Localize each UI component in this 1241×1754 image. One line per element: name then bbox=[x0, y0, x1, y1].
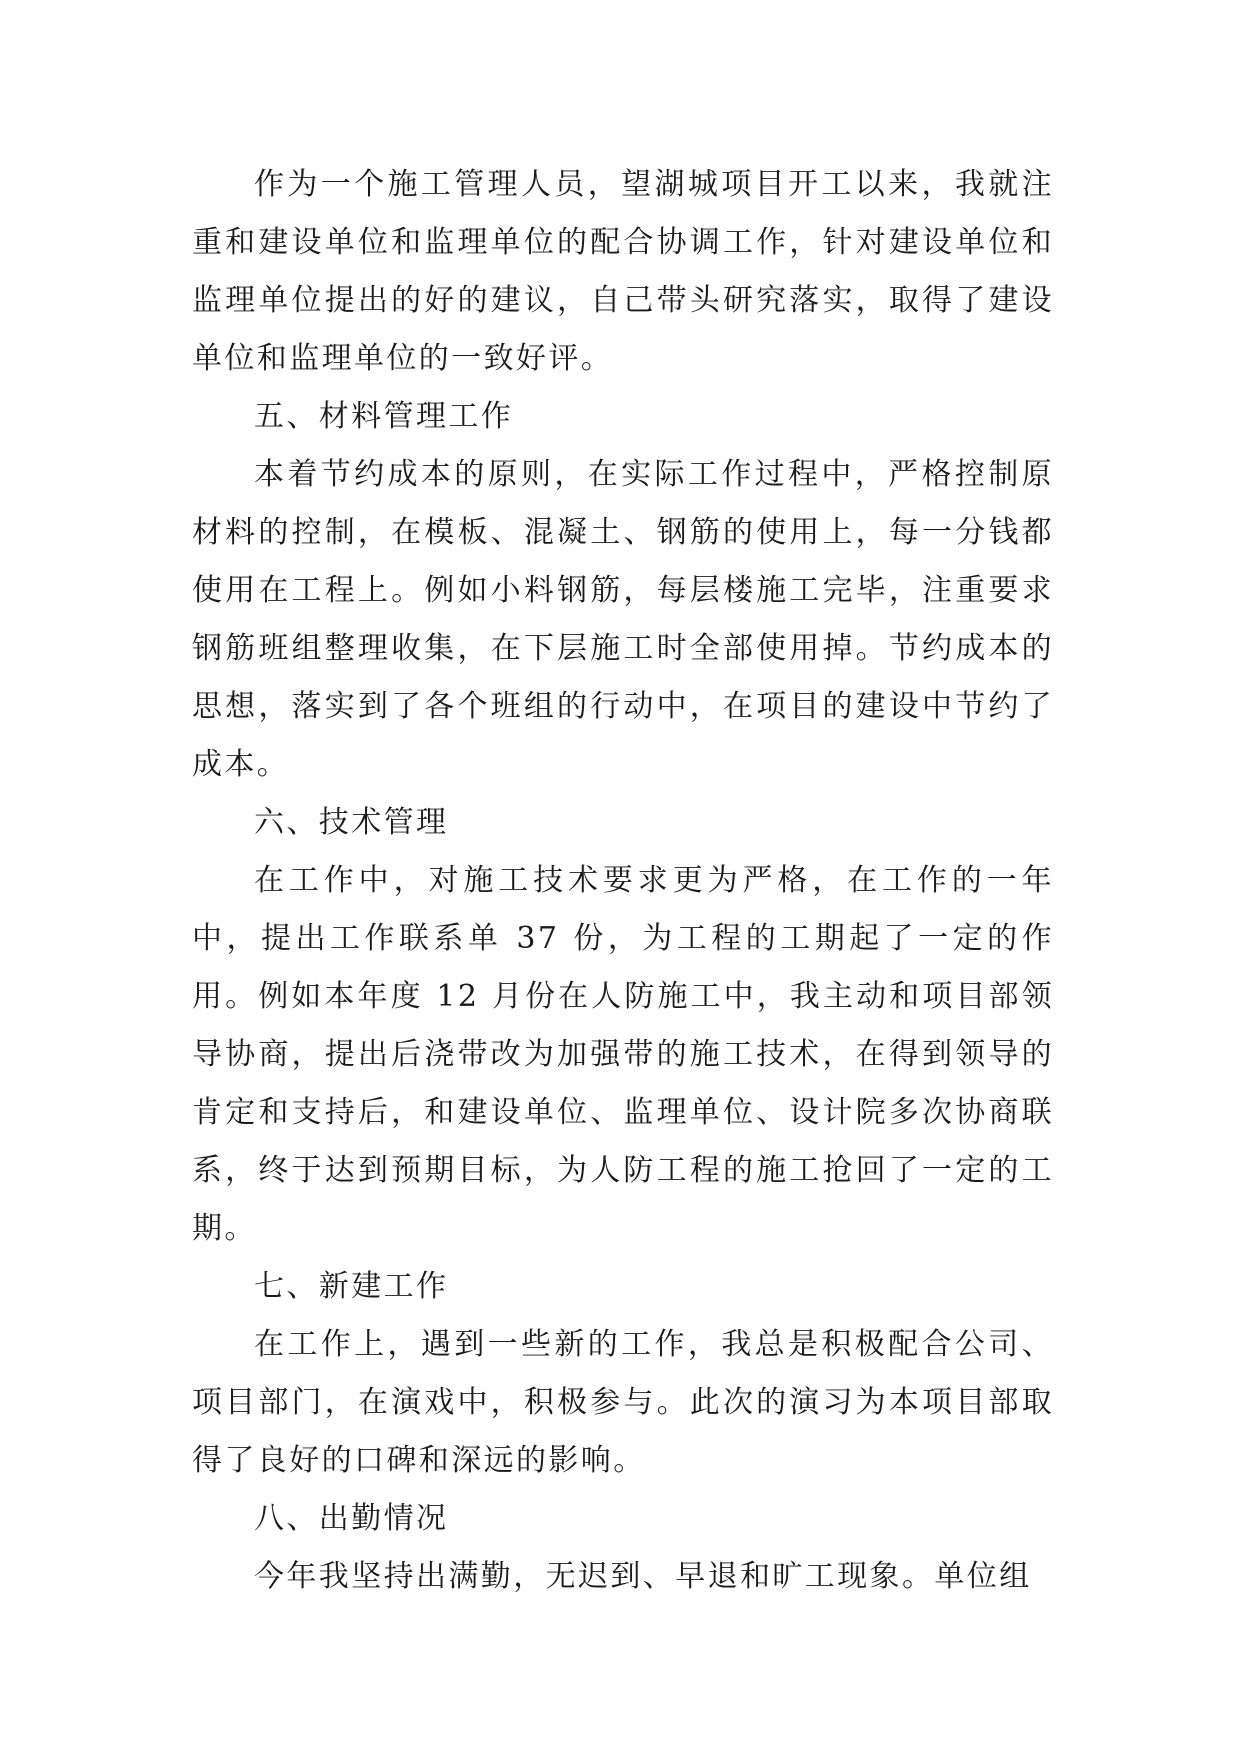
paragraph-materials: 本着节约成本的原则，在实际工作过程中，严格控制原材料的控制，在模板、混凝土、钢筋的使用上，每一分钱都使用在工程上。例如小料钢筋，每层楼施工完毕，注重要求钢筋班组整理收集，在下层施工时全部使用掉。节约成本的思想，落实到了各个班组的行动中，在项目的建设中节约了成本。 bbox=[192, 457, 1054, 782]
section-heading-new-work: 七、新建工作 bbox=[254, 1269, 449, 1304]
section-heading-attendance: 八、出勤情况 bbox=[254, 1501, 449, 1536]
document-body bbox=[192, 156, 1054, 1606]
paragraph-attendance: 今年我坚持出满勤，无迟到、早退和旷工现象。单位组 bbox=[254, 1559, 1032, 1594]
paragraph-coordination: 作为一个施工管理人员，望湖城项目开工以来，我就注重和建设单位和监理单位的配合协调工作，针对建设单位和监理单位提出的好的建议，自己带头研究落实，取得了建设单位和监理单位的一致好评。 bbox=[192, 167, 1054, 376]
section-heading-technical: 六、技术管理 bbox=[254, 805, 449, 840]
paragraph-new-work: 在工作上，遇到一些新的工作，我总是积极配合公司、项目部门，在演戏中，积极参与。此次的演习为本项目部取得了良好的口碑和深远的影响。 bbox=[192, 1327, 1054, 1478]
section-heading-materials: 五、材料管理工作 bbox=[254, 399, 514, 434]
paragraph-technical: 在工作中，对施工技术要求更为严格，在工作的一年中，提出工作联系单 37 份，为工程的工期起了一定的作用。例如本年度 12 月份在人防施工中，我主动和项目部领导协商，提出后浇带改为加强带的施工技术，在得到领导的肯定和支持后，和建设单位、监理单位、设计院多次协商联系，终于达到预期目标，为人防工程的施工抢回了一定的工期。 bbox=[192, 863, 1054, 1246]
